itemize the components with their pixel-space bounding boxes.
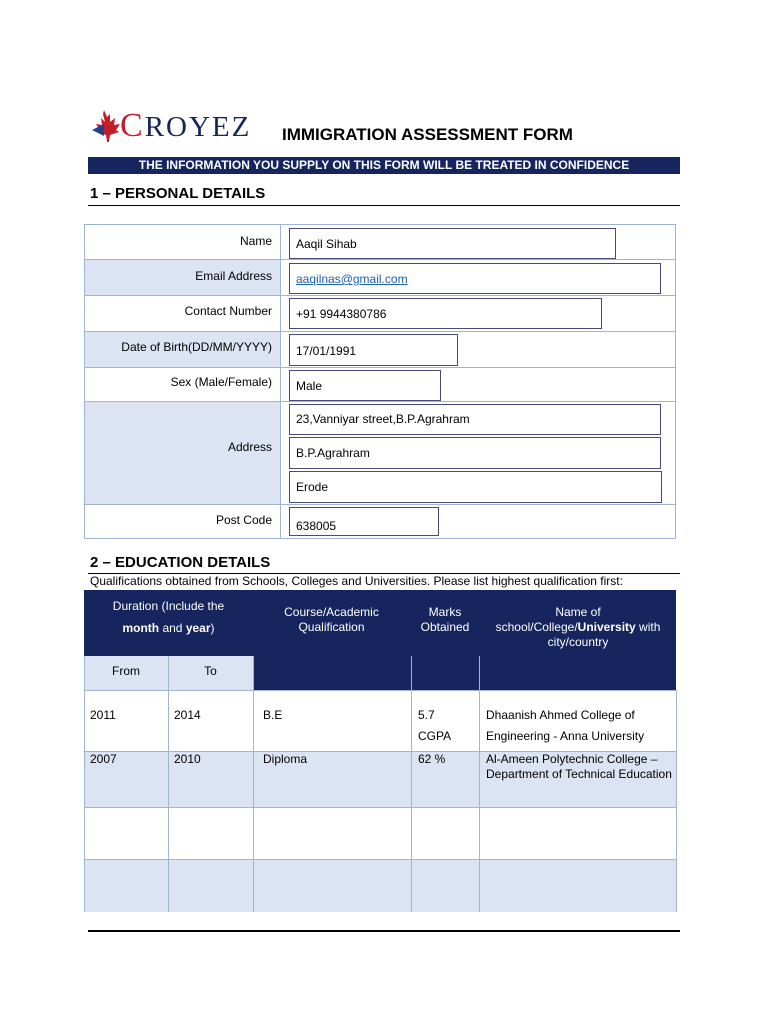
name-row (85, 225, 675, 260)
postcode-row (85, 505, 675, 538)
address-label: Address (85, 402, 281, 504)
duration-header: Duration (Include the month and year) (112, 599, 225, 635)
school-header: Name of school/College/University with city/country (495, 605, 661, 649)
contact-row (85, 296, 675, 332)
dob-label: Date of Birth(DD/MM/YYYY) (85, 332, 281, 367)
name-field[interactable]: Aaqil Sihab (289, 228, 616, 259)
row1-to: 2014 (174, 708, 201, 722)
row2-school: Al-Ameen Polytechnic College – Department of Technical Education (486, 752, 672, 781)
email-field[interactable] (289, 263, 661, 294)
education-table (84, 590, 676, 912)
contact-label: Contact Number (85, 296, 281, 331)
section-divider (88, 205, 680, 206)
education-instruction: Qualifications obtained from Schools, Colleges and Universities. Please list highest qualification first: (90, 574, 623, 588)
email-link[interactable]: aaqilnas@gmail.com (296, 272, 408, 286)
name-label: Name (85, 225, 281, 259)
personal-details-heading: 1 – PERSONAL DETAILS (90, 185, 266, 202)
row2-to: 2010 (174, 752, 201, 766)
croyez-logo (90, 104, 270, 148)
row2-marks: 62 % (418, 752, 446, 766)
bottom-divider (88, 930, 680, 932)
row-shade (84, 859, 676, 912)
row1-from: 2011 (90, 708, 116, 722)
postcode-field[interactable]: 638005 (289, 507, 439, 536)
row1-school: Dhaanish Ahmed College of Engineering - Anna University (486, 708, 645, 743)
sex-field[interactable]: Male (289, 370, 441, 401)
education-details-heading: 2 – EDUCATION DETAILS (90, 554, 271, 571)
email-row (85, 260, 675, 296)
logo-wordmark: CROYEZ (120, 107, 252, 144)
address-row (85, 402, 675, 505)
sex-row (85, 368, 675, 402)
confidentiality-banner: THE INFORMATION YOU SUPPLY ON THIS FORM WILL BE TREATED IN CONFIDENCE (88, 157, 680, 174)
row1-marks: 5.7 CGPA (418, 708, 452, 743)
address-line2-field[interactable]: B.P.Agrahram (289, 437, 661, 469)
dob-field[interactable]: 17/01/1991 (289, 334, 458, 366)
course-header: Course/Academic Qualification (284, 605, 379, 634)
personal-details-table (84, 224, 676, 539)
sex-label: Sex (Male/Female) (85, 368, 281, 401)
from-header: From (112, 664, 140, 678)
row2-course: Diploma (263, 752, 308, 766)
row2-from: 2007 (90, 752, 117, 766)
row1-course: B.E (263, 708, 283, 722)
email-label: Email Address (85, 260, 281, 295)
contact-field[interactable]: +91 9944380786 (289, 298, 602, 329)
postcode-label: Post Code (85, 505, 281, 538)
dob-row (85, 332, 675, 368)
form-title: IMMIGRATION ASSESSMENT FORM (282, 125, 573, 144)
address-line3-field[interactable]: Erode (289, 471, 662, 503)
to-header: To (204, 664, 217, 678)
marks-header: Marks Obtained (420, 605, 470, 634)
table-header-fill (253, 656, 676, 690)
address-line1-field[interactable]: 23,Vanniyar street,B.P.Agrahram (289, 404, 661, 435)
